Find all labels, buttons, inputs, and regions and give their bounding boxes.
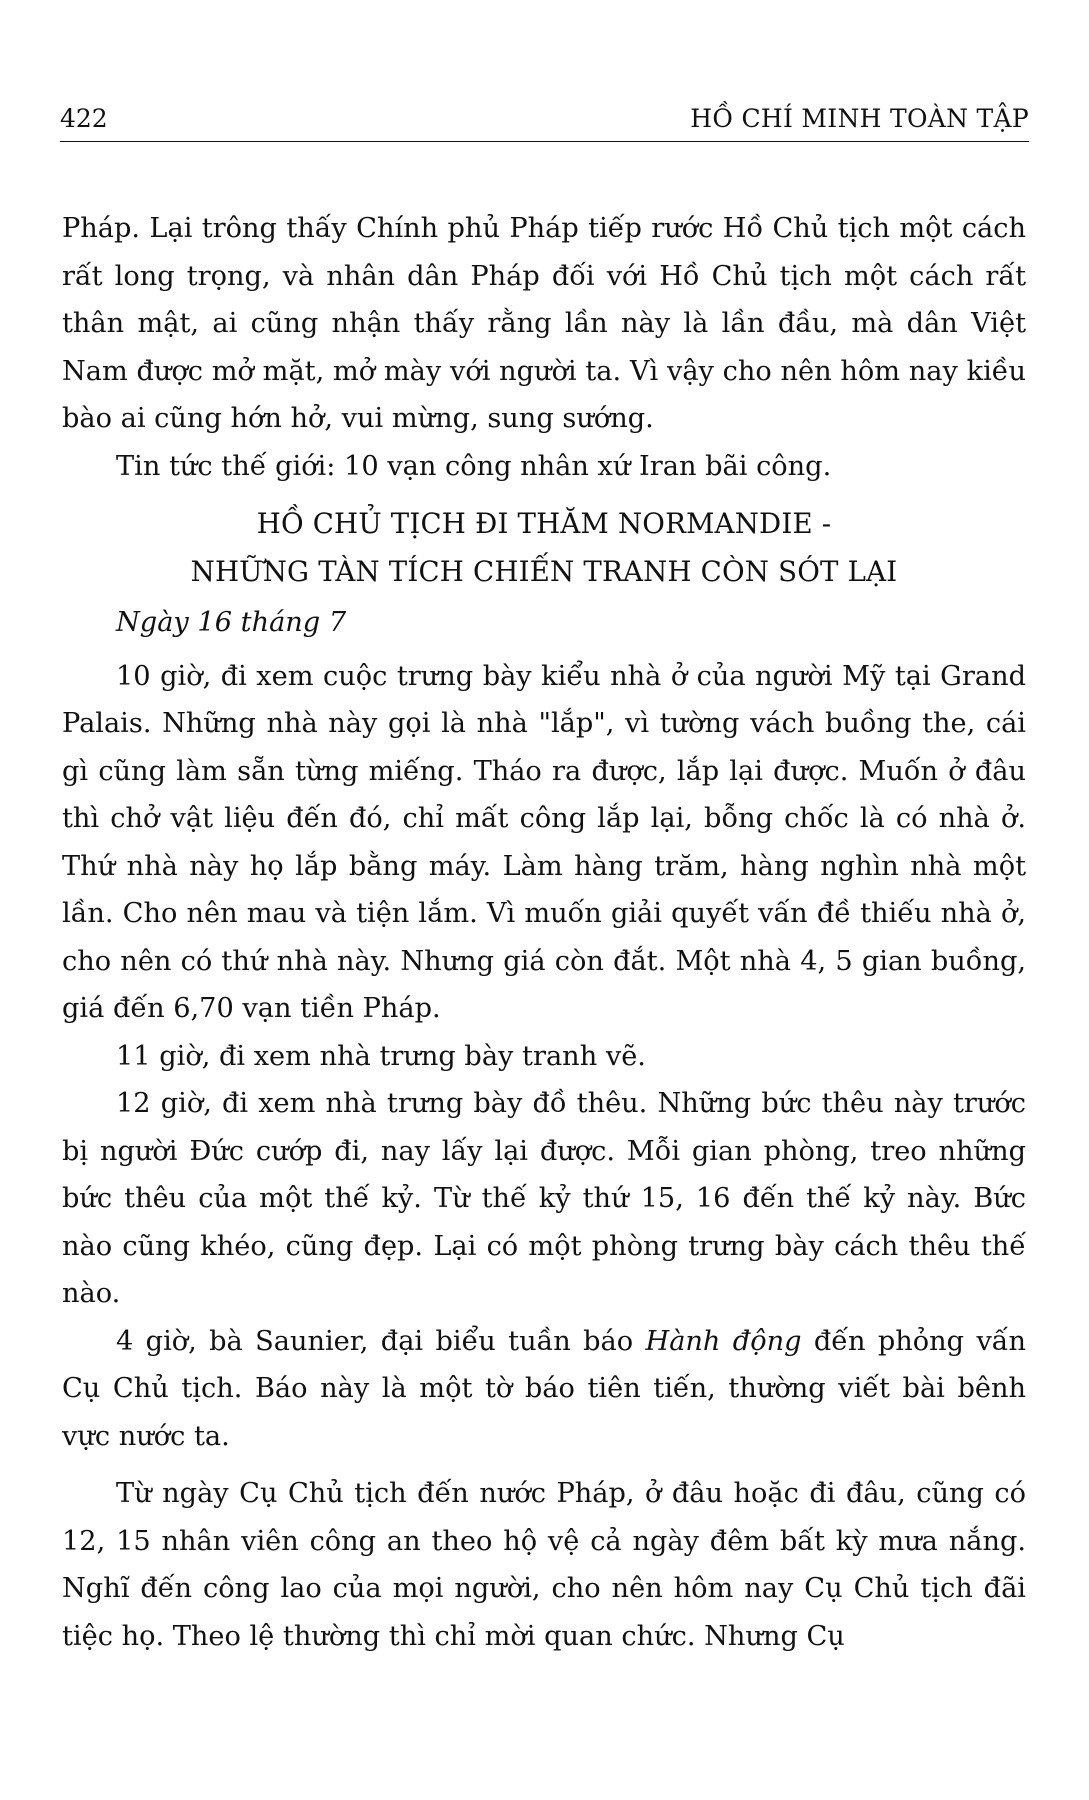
entry-date: Ngày 16 tháng 7 bbox=[116, 607, 347, 638]
running-title: HỒ CHÍ MINH TOÀN TẬP bbox=[690, 104, 1029, 133]
section-heading-line-1: HỒ CHỦ TỊCH ĐI THĂM NORMANDIE - bbox=[256, 507, 832, 540]
newspaper-title: Hành động bbox=[645, 1325, 802, 1357]
page-body bbox=[62, 205, 1026, 1660]
paragraph-embroidery: 12 giờ, đi xem nhà trưng bày đồ thêu. Những bức thêu này trước bị người Đức cướp đi, nay lấy lại được. Mỗi gian phòng, treo những bức thêu của một thế kỷ. Từ thế kỷ thứ 15, 16 đến thế kỷ này. Bức nào cũng khéo, cũng đẹp. Lại có một phòng trưng bày cách thêu thế nào. bbox=[62, 1088, 1026, 1309]
paragraph-world-news: Tin tức thế giới: 10 vạn công nhân xứ Iran bãi công. bbox=[116, 450, 832, 482]
page-header bbox=[60, 103, 1029, 143]
paragraph-grand-palais: 10 giờ, đi xem cuộc trưng bày kiểu nhà ở của người Mỹ tại Grand Palais. Những nhà này gọi là nhà "lắp", vì tường vách buồng the, cái gì cũng làm sẵn từng miếng. Tháo ra được, lắp lại được. Muốn ở đâu thì chở vật liệu đến đó, chỉ mất công lắp lại, bỗng chốc là có nhà ở. Thứ nhà này họ lắp bằng máy. Làm hàng trăm, hàng nghìn nhà một lần. Cho nên mau và tiện lắm. Vì muốn giải quyết vấn đề thiếu nhà ở, cho nên có thứ nhà này. Nhưng giá còn đắt. Một nhà 4, 5 gian buồng, giá đến 6,70 vạn tiền Pháp. bbox=[62, 660, 1026, 1024]
paragraph-interview bbox=[62, 1318, 1026, 1461]
paragraph-security-staff: Từ ngày Cụ Chủ tịch đến nước Pháp, ở đâu hoặc đi đâu, cũng có 12, 15 nhân viên công an theo hộ vệ cả ngày đêm bất kỳ mưa nắng. Nghĩ đến công lao của mọi người, cho nên hôm nay Cụ Chủ tịch đãi tiệc họ. Theo lệ thường thì chỉ mời quan chức. Nhưng Cụ bbox=[62, 1478, 1026, 1652]
header-rule bbox=[60, 141, 1029, 142]
paragraph-interview-text-1: 4 giờ, bà Saunier, đại biểu tuần báo bbox=[116, 1325, 646, 1357]
section-heading-line-2: NHỮNG TÀN TÍCH CHIẾN TRANH CÒN SÓT LẠI bbox=[190, 554, 898, 588]
page-number: 422 bbox=[60, 104, 108, 133]
paragraph-continued: Pháp. Lại trông thấy Chính phủ Pháp tiếp rước Hồ Chủ tịch một cách rất long trọng, và nhân dân Pháp đối với Hồ Chủ tịch một cách rất thân mật, ai cũng nhận thấy rằng lần này là lần đầu, mà dân Việt Nam được mở mặt, mở mày với người ta. Vì vậy cho nên hôm nay kiều bào ai cũng hớn hở, vui mừng, sung sướng. bbox=[62, 213, 1026, 434]
paragraph-paintings: 11 giờ, đi xem nhà trưng bày tranh vẽ. bbox=[116, 1040, 646, 1072]
paragraph-interview-text-2: đến phỏng vấn Cụ Chủ tịch. Báo này là một tờ báo tiên tiến, thường viết bài bênh vực nước ta. bbox=[62, 1325, 1026, 1452]
section-heading bbox=[62, 500, 1026, 595]
